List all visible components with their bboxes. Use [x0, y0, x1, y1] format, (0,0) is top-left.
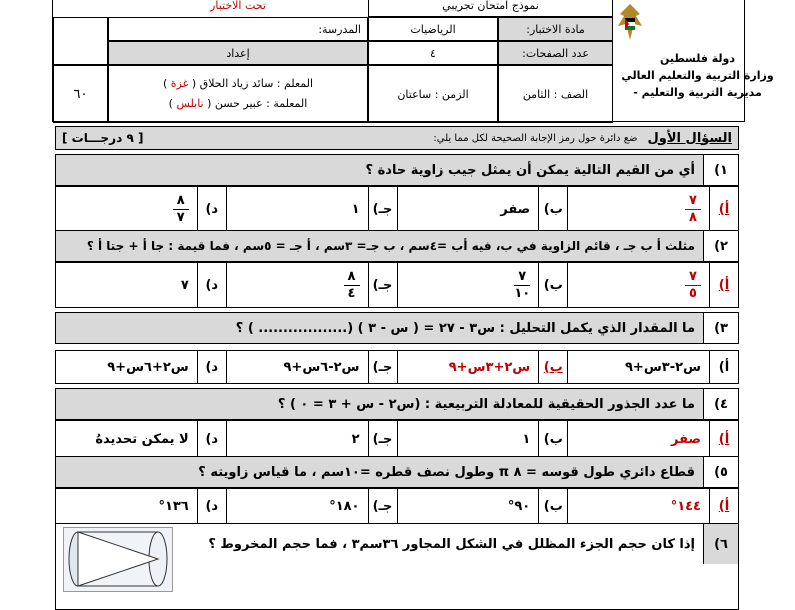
- fraction: $\frac{٧}{٨}$: [685, 193, 701, 226]
- fraction: $\frac{٧}{٥}$: [685, 269, 701, 302]
- question-row: [55, 388, 739, 420]
- question-text: أي من القيم التالية يمكن أن يمثل جيب زاوية حادة ؟: [365, 162, 695, 178]
- option-label[interactable]: أ): [709, 187, 738, 231]
- option-label[interactable]: أ): [709, 421, 738, 457]
- option-label[interactable]: د): [197, 187, 226, 231]
- question-text: ما المقدار الذي يكمل التحليل : س٣ - ٢٧ = ( س - ٣ ) (.................. ) ؟: [235, 320, 695, 336]
- question-text: إذا كان حجم الجزء المظلل في الشكل المجاور ٣٦سم٣ ، فما حجم المخروط ؟: [208, 536, 695, 552]
- section-header: [55, 126, 739, 150]
- option-value: صفر: [567, 421, 709, 457]
- question-number: ٢): [703, 231, 738, 261]
- option-label[interactable]: د): [197, 489, 226, 523]
- option-value: ١: [397, 421, 539, 457]
- question-number: ٣): [703, 313, 738, 343]
- teacher-female: المعلمة : عبير حسن ( نابلس ): [168, 97, 308, 110]
- ministry-name: وزارة التربية والتعليم العالي: [621, 69, 774, 82]
- section-instruction: ضع دائرة حول رمز الإجابة الصحيحة لكل مما يلي:: [433, 132, 638, 144]
- option-value: [226, 263, 368, 307]
- option-value: ١٣٦°: [158, 498, 189, 514]
- option-value: [397, 263, 539, 307]
- option-label[interactable]: د): [197, 351, 226, 383]
- question-text: ما عدد الجذور الحقيقية للمعادلة التربيعية : (س٢ - س + ٣ = ٠ ) ؟: [277, 396, 695, 412]
- option-value: ٩٠°: [397, 489, 539, 523]
- option-value: ٢: [226, 421, 368, 457]
- option-value: س٢-٣س+٩: [567, 351, 709, 383]
- answer-row: [55, 186, 739, 232]
- answer-row: [55, 262, 739, 308]
- palestine-emblem-icon: [600, 0, 660, 48]
- option-value: [567, 187, 709, 231]
- section-marks: [ ٩ درجـــات ]: [62, 131, 144, 145]
- total-marks: ٦٠: [53, 65, 108, 123]
- option-label[interactable]: جـ): [368, 351, 397, 383]
- ministry-block: [600, 50, 795, 120]
- time-label: الزمن : ساعتان: [368, 65, 498, 123]
- fraction: $\frac{٧}{١٠}$: [514, 268, 531, 301]
- option-label[interactable]: د): [197, 421, 226, 457]
- option-label[interactable]: ب): [538, 263, 567, 307]
- test-name-cell: [108, 0, 368, 17]
- option-label[interactable]: ب): [538, 187, 567, 231]
- country-name: دولة فلسطين: [659, 52, 736, 65]
- model-title: نموذج امتحان تجريبي: [368, 0, 613, 17]
- option-value: ٧: [180, 277, 189, 293]
- question-row: [55, 230, 739, 262]
- option-value: س٢-٦س+٩: [226, 351, 368, 383]
- class-label: الصف : الثامن: [498, 65, 613, 123]
- prepared-label: إعداد: [108, 41, 368, 65]
- option-value: [567, 263, 709, 307]
- pages-value: ٤: [368, 41, 498, 65]
- question-number: ٥): [703, 457, 738, 487]
- option-value: س٢+٦س+٩: [107, 359, 189, 375]
- question-row: [55, 456, 739, 488]
- option-label[interactable]: ب): [538, 421, 567, 457]
- option-label[interactable]: أ): [709, 489, 738, 523]
- subject-label: مادة الاختبار:: [498, 17, 613, 41]
- question-number: ٤): [703, 389, 738, 419]
- option-label[interactable]: جـ): [368, 263, 397, 307]
- question-number: ١): [703, 155, 738, 185]
- answer-row: [55, 420, 739, 458]
- option-label[interactable]: جـ): [368, 187, 397, 231]
- question-number: ٦): [703, 524, 738, 564]
- question-text: مثلث أ ب جـ ، قائم الزاوية في ب، فيه أب =٤سم ، ب جـ= ٣سم ، أ جـ = ٥سم ، فما قيمة : جا أ + جتا أ ؟: [86, 239, 695, 253]
- answer-row: [55, 488, 739, 524]
- option-value: لا يمكن تحديدهُ: [95, 431, 189, 447]
- subject-value: الرياضيات: [368, 17, 498, 41]
- option-label[interactable]: أ): [709, 351, 738, 383]
- option-label[interactable]: أ): [709, 263, 738, 307]
- option-value: ١: [226, 187, 368, 231]
- option-label[interactable]: جـ): [368, 421, 397, 457]
- option-label[interactable]: ب): [538, 351, 567, 383]
- test-name: تحت الاختبار: [210, 0, 266, 12]
- option-label[interactable]: جـ): [368, 489, 397, 523]
- question-text: قطاع دائري طول قوسه = ٨ π وطول نصف قطره =١٠سم ، ما قياس زاويته ؟: [198, 464, 695, 480]
- teachers-cell: [108, 65, 368, 123]
- option-value: ١٨٠°: [226, 489, 368, 523]
- option-value: [56, 187, 197, 231]
- teacher-male: المعلم : سائد زياد الحلاق ( غزة ): [162, 77, 314, 90]
- pages-label: عدد الصفحات:: [498, 41, 613, 65]
- fraction: $\frac{٨}{٧}$: [173, 193, 189, 226]
- option-label[interactable]: ب): [538, 489, 567, 523]
- directorate-name: مديرية التربية والتعليم -: [633, 86, 762, 99]
- question-row: [55, 312, 739, 344]
- fraction: $\frac{٨}{٤}$: [344, 269, 360, 302]
- question-row: [55, 154, 739, 186]
- empty-left-cell: [53, 17, 108, 65]
- answer-row: [55, 350, 739, 384]
- section-title: السؤال الأول: [647, 130, 732, 146]
- school-label: المدرسة:: [108, 17, 368, 41]
- option-value: صفر: [397, 187, 539, 231]
- option-value: ١٤٤°: [567, 489, 709, 523]
- option-label[interactable]: د): [197, 263, 226, 307]
- option-value: س٢+٣س+٩: [397, 351, 539, 383]
- cylinder-cone-figure: [63, 527, 173, 592]
